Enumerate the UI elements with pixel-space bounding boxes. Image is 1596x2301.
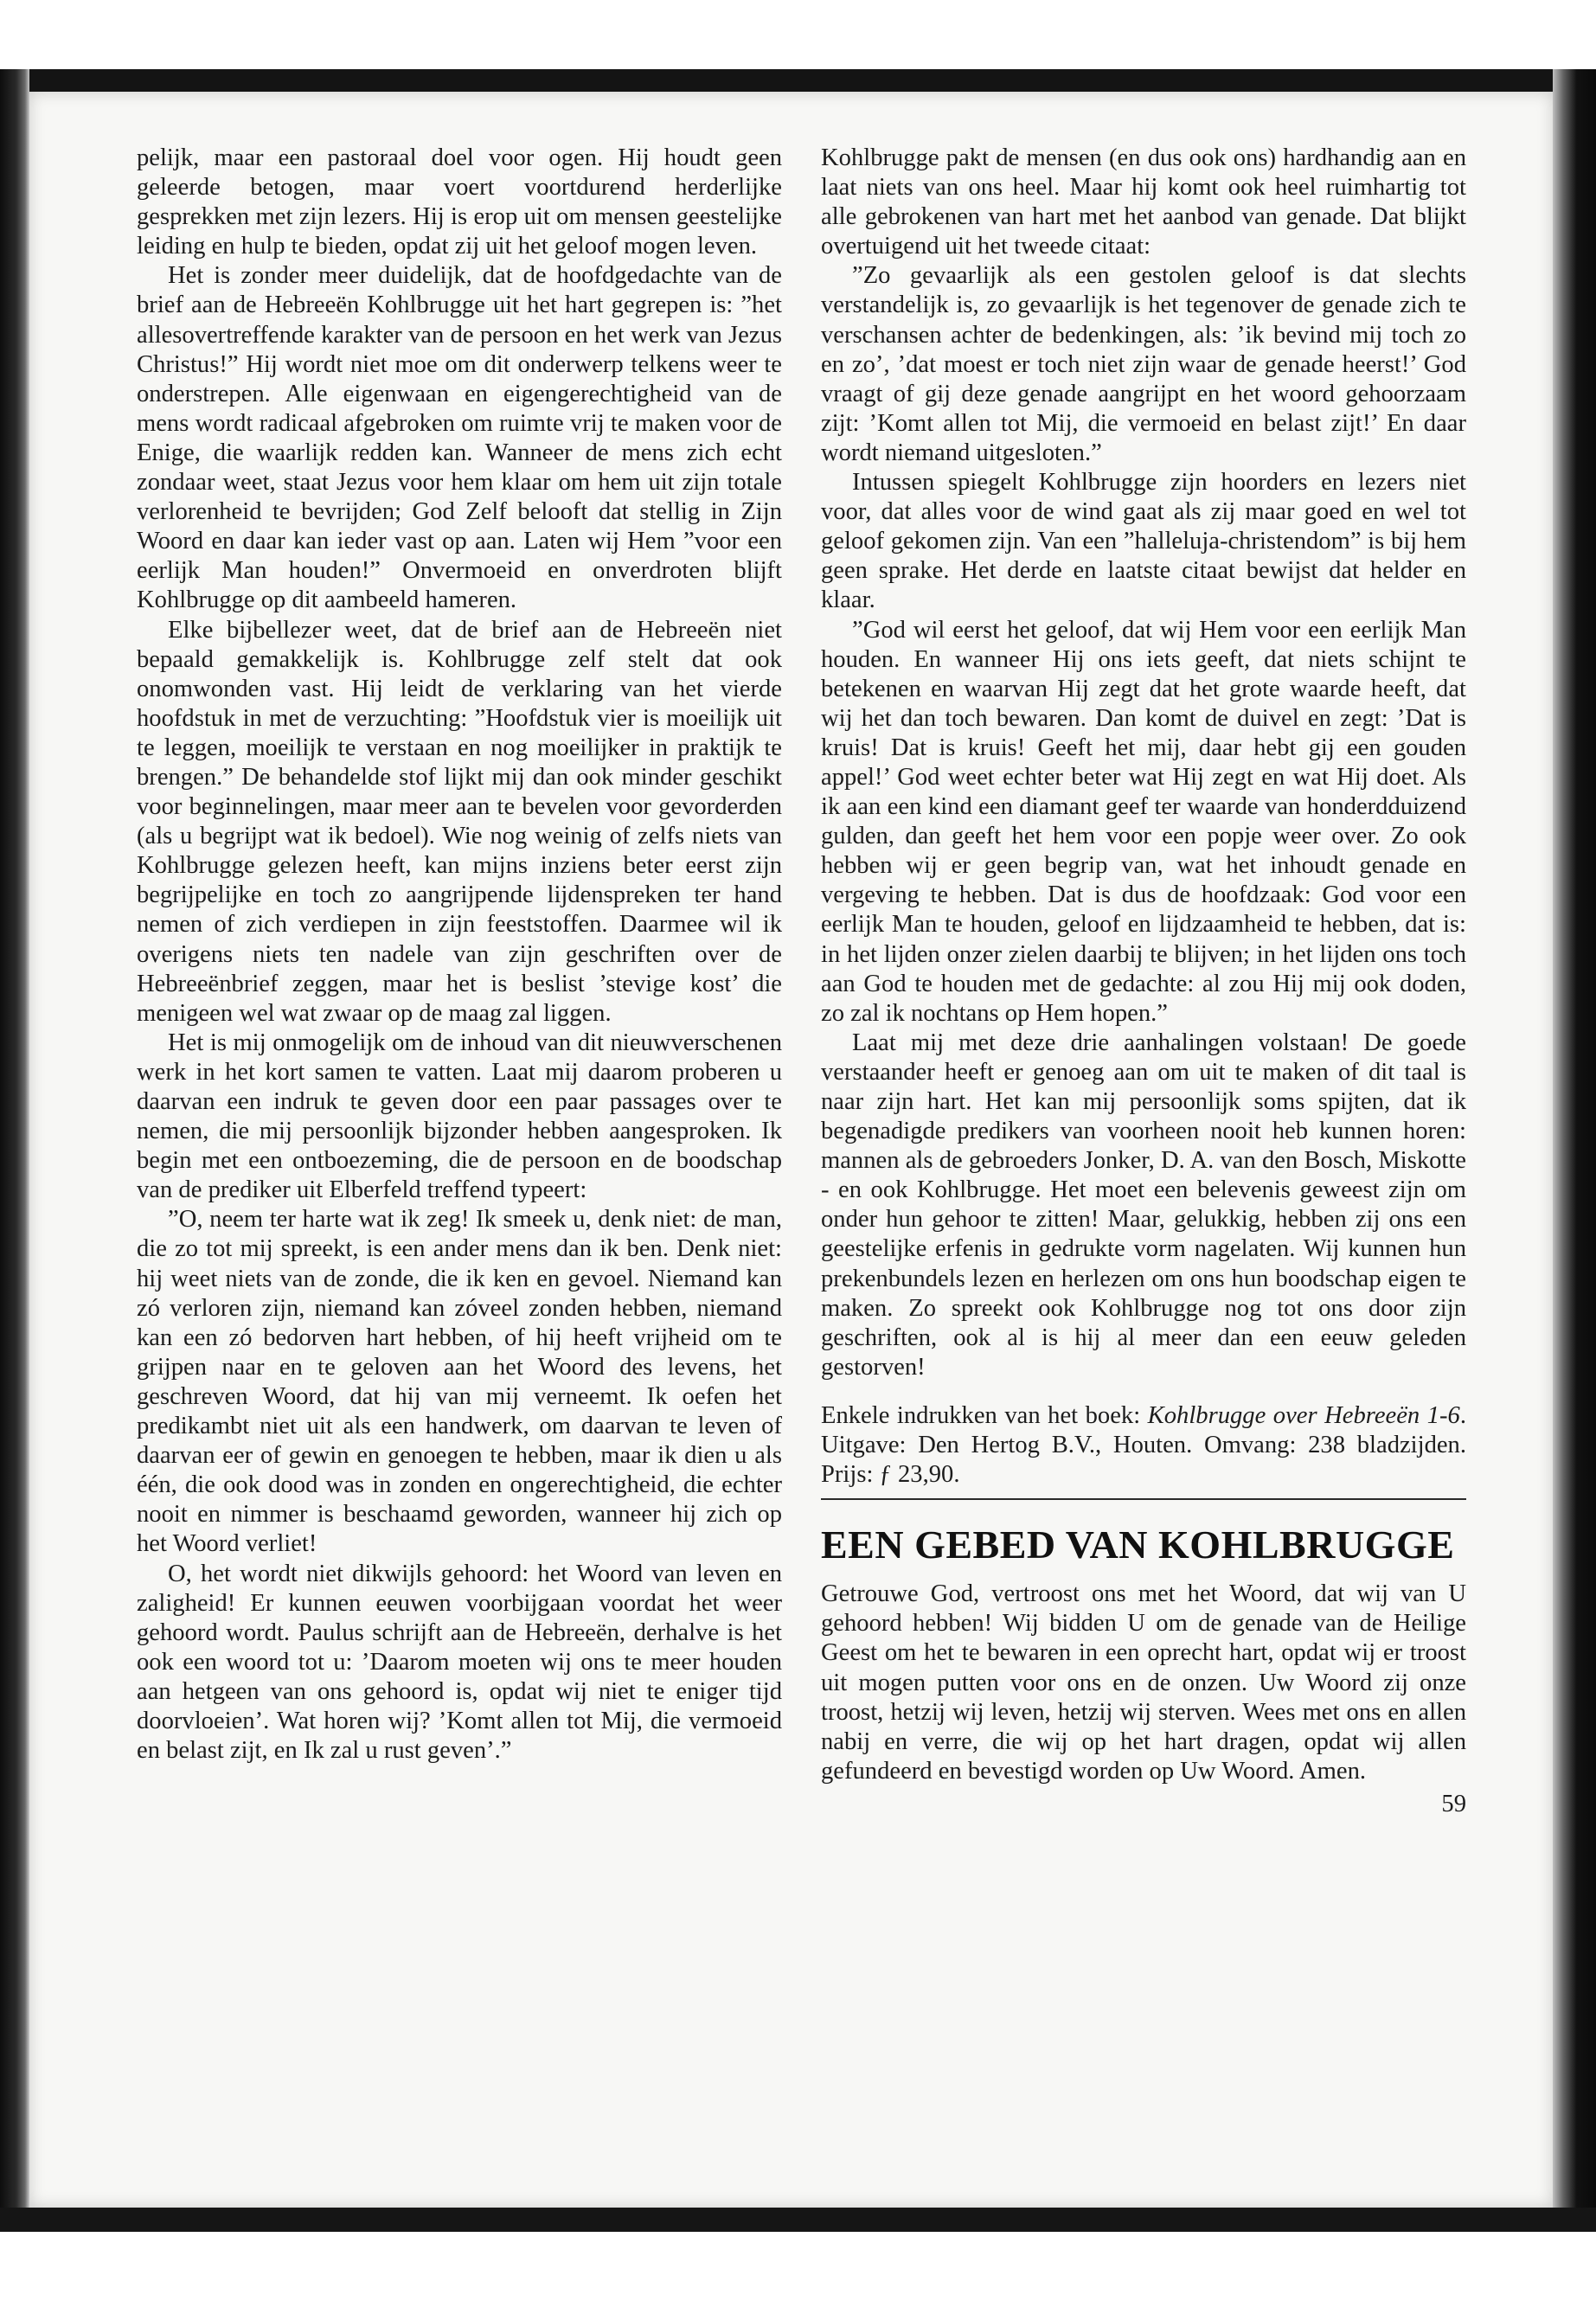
paragraph: Intussen spiegelt Kohlbrugge zijn hoorders en lezers niet voor, dat alles voor de wind gaat als zij maar goed en wel tot geloof gekomen zijn. Van een ”halleluja-christendom” is bij hem geen sprake. Het derde en laatste citaat bewijst dat helder en klaar. [821,469,1466,614]
paragraph: pelijk, maar een pastoraal doel voor ogen. Hij houdt geen geleerde betogen, maar voert voortdurend herderlijke gesprekken met zijn lezers. Hij is erop uit om mensen geestelijke leiding en hulp te bieden, opdat zij uit het geloof mogen leven. [137,144,782,260]
paragraph: Kohlbrugge pakt de mensen (en dus ook ons) hardhandig aan en laat niets van ons heel. Maar hij komt ook heel ruimhartig tot alle gebrokenen van hart met het aanbod van genade. Dat blijkt overtuigend uit het tweede citaat: [821,144,1466,260]
right-column [821,144,1466,1819]
quote-paragraph: ”Zo gevaarlijk als een gestolen geloof is dat slechts verstandelijk is, zo gevaarlijk is het tegenover de genade zich te verschansen achter de bedenkingen, als: ’ik bevind mij toch zo en zo’, ’dat moest er toch niet zijn waar de genade heerst!’ God vraagt of gij deze genade aangrijpt en het woord gehoorzaam zijt: ’Komt allen tot Mij, die vermoeid en belast zijt!’ En daar wordt niemand uitgesloten.” [821,262,1466,466]
paragraph: Het is zonder meer duidelijk, dat de hoofdgedachte van de brief aan de Hebreeën Kohlbrugge uit het hart gegrepen is: ”het allesovertreffende karakter van de persoon en het werk van Jezus Christus!” Hij wordt niet moe om dit onderwerp telkens weer te onderstrepen. Alle eigenwaan en eigengerechtigheid van de mens wordt radicaal afgebroken om ruimte vrij te maken voor de Enige, die waarlijk redden kan. Wanneer de mens zich echt zondaar weet, staat Jezus voor hem klaar om hem uit zijn totale verlorenheid te bevrijden; God Zelf belooft dat stellig in Zijn Woord en daar kan ieder vast op aan. Laten wij Hem ”voor een eerlijk Man houden!” Onvermoeid en onverdroten blijft Kohlbrugge op dit aambeeld hameren. [137,262,782,614]
section-heading: EEN GEBED VAN KOHLBRUGGE [821,1522,1455,1567]
book-page [29,92,1553,2208]
source-book-title: Kohlbrugge over Hebreeën 1-6 [1147,1401,1460,1429]
divider-rule [821,1498,1466,1500]
left-column [137,144,782,1766]
quote-paragraph: ”God wil eerst het geloof, dat wij Hem voor een eerlijk Man houden. En wanneer Hij ons iets geeft, dat niets schijnt te betekenen en waarvan Hij zegt dat het grote waarde heeft, dat wij het dan toch bewaren. Dan komt de duivel en zegt: ’Dat is kruis! Dat is kruis! Geeft het mij, daar hebt gij een gouden appel!’ God weet echter beter wat Hij zegt en wat Hij doet. Als ik aan een kind een diamant geef ter waarde van honderdduizend gulden, dan geeft het hem voor een popje weer over. Zo ook hebben wij er geen begrip van, wat het inhoudt genade en vergeving te hebben. Dat is dus de hoofdzaak: God voor een eerlijk Man te houden, geloof en lijdzaamheid te hebben, dat is: in het lijden onzer zielen daarbij te blijven; in het lijden ons toch aan God te houden met de gedachte: al zou Hij mij ook doden, zo zal ik nochtans op Hem hopen.” [821,616,1466,1027]
binding-top-edge [0,69,1596,92]
book-source-note [821,1401,1466,1490]
binding-left-edge [0,69,29,2232]
page-number: 59 [1441,1790,1466,1817]
binding-right-edge [1553,69,1596,2232]
paragraph: Laat mij met deze drie aanhalingen volstaan! De goede verstaander heeft er genoeg aan om uit te maken of dit taal is naar zijn hart. Het kan mij persoonlijk soms spijten, dat ik begenadigde predikers van voorheen nooit heb kunnen horen: mannen als de gebroeders Jonker, D. A. van den Bosch, Miskotte - en ook Kohlbrugge. Het moet een belevenis geweest zijn om onder hun gehoor te zitten! Maar, gelukkig, hebben zij ons een geestelijke erfenis in gedrukte vorm nagelaten. Wij kunnen hun prekenbundels lezen en herlezen om ons hun boodschap eigen te maken. Zo spreekt ook Kohlbrugge nog tot ons door zijn geschriften, ook al is hij al meer dan een eeuw geleden gestorven! [821,1029,1466,1381]
source-details: . Uitgave: Den Hertog B.V., Houten. Omvang: 238 bladzijden. Prijs: ƒ 23,90. [821,1401,1467,1489]
paragraph: Elke bijbellezer weet, dat de brief aan de Hebreeën niet bepaald gemakkelijk is. Kohlbrugge zelf stelt dat ook onomwonden vast. Hij leidt de verklaring van het vierde hoofdstuk in met de verzuchting: ”Hoofdstuk vier is moeilijk uit te leggen, moeilijk te verstaan en nog moeilijker in praktijk te brengen.” De behandelde stof lijkt mij dan ook minder geschikt voor beginnelingen, maar meer aan te bevelen voor gevorderden (als u begrijpt wat ik bedoel). Wie nog weinig of zelfs niets van Kohlbrugge gelezen heeft, kan mijns inziens beter eerst zijn begrijpelijke en toch zo aangrijpende lijdenspreken ter hand nemen of zich verdiepen in zijn feeststoffen. Daarmee wil ik overigens niets ten nadele van zijn geschriften over de Hebreeënbrief zeggen, maar het is beslist ’stevige kost’ die menigeen wel wat zwaar op de maag zal liggen. [137,616,782,1027]
quote-paragraph: O, het wordt niet dikwijls gehoord: het Woord van leven en zaligheid! Er kunnen eeuwen voorbijgaan voordat het weer gehoord wordt. Paulus schrijft aan de Hebreeën, derhalve is het ook een woord tot u: ’Daarom moeten wij ons te meer houden aan hetgeen van ons gehoord is, opdat wij niet te eniger tijd doorvloeien’. Wat horen wij? ’Komt allen tot Mij, die vermoeid en belast zijt, en Ik zal u rust geven’.” [137,1560,782,1765]
paragraph: Het is mij onmogelijk om de inhoud van dit nieuwverschenen werk in het kort samen te vatten. Laat mij daarom proberen u daarvan een indruk te geven door een paar passages over te nemen, die mij persoonlijk bijzonder hebben aangesproken. Ik begin met een ontboezeming, die de persoon en de boodschap van de prediker uit Elberfeld treffend typeert: [137,1029,782,1204]
quote-paragraph: ”O, neem ter harte wat ik zeg! Ik smeek u, denk niet: de man, die zo tot mij spreekt, is een ander mens dan ik ben. Denk niet: hij weet niets van de zonde, die ik ken en gevoel. Niemand kan zó verloren zijn, niemand kan zóveel zonden hebben, niemand kan een zó bedorven hart hebben, of hij heeft vrijheid om te grijpen naar en te geloven aan het Woord des levens, het geschreven Woord, dat hij van mij verneemt. Ik oefen het predikambt niet uit als een handwerk, om daarvan te leven of daarvan eer of gewin en genoegen te hebben, maar ik dien u als één, die ook dood was in zonden en ongerechtigheid, die echter nooit en nimmer is beschaamd geworden, wanneer hij zich op het Woord verliet! [137,1206,782,1558]
source-prefix: Enkele indrukken van het boek: [821,1401,1148,1429]
prayer-text: Getrouwe God, vertroost ons met het Woord, dat wij van U gehoord hebben! Wij bidden U om de genade van de Heilige Geest om het te bewaren in een oprecht hart, opdat wij er troost uit mogen putten voor ons en de onzen. Uw Woord zij onze troost, hetzij wij leven, hetzij wij sterven. Wees met ons en allen nabij en verre, die wij op het hart dragen, opdat wij allen gefundeerd en bevestigd worden op Uw Woord. Amen. [821,1580,1466,1785]
binding-bottom-edge [0,2208,1596,2232]
